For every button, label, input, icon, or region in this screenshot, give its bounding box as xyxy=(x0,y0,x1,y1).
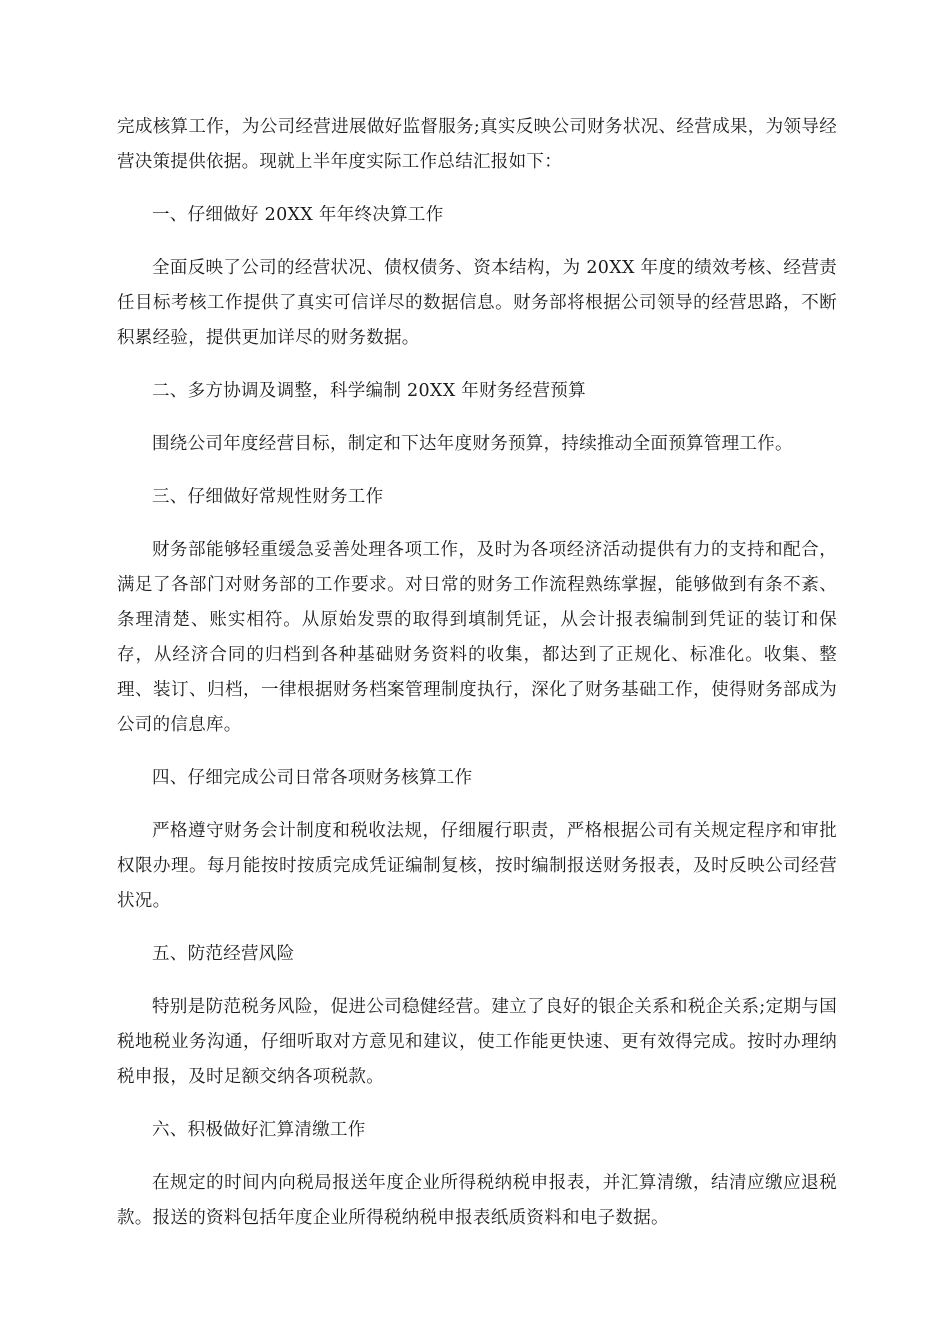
section-body-2: 围绕公司年度经营目标，制定和下达年度财务预算，持续推动全面预算管理工作。 xyxy=(152,434,793,454)
section-heading-6: 六、积极做好汇算清缴工作 xyxy=(152,1120,366,1140)
section-heading-3: 三、仔细做好常规性财务工作 xyxy=(152,487,384,507)
section-body-1: 全面反映了公司的经营状况、债权债务、资本结构，为 20XX 年度的绩效考核、经营责任目标考核工作提供了真实可信详尽的数据信息。财务部将根据公司领导的经营思路，不断积累经验，提供更加详尽的财务数据。 xyxy=(117,258,837,348)
section-body-5: 特别是防范税务风险，促进公司稳健经营。建立了良好的银企关系和税企关系;定期与国税地税业务沟通，仔细听取对方意见和建议，使工作能更快速、更有效得完成。按时办理纳税申报，及时足额交纳各项税款。 xyxy=(117,997,837,1087)
section-heading-1: 一、仔细做好 20XX 年年终决算工作 xyxy=(152,205,444,225)
intro-paragraph: 完成核算工作，为公司经营进展做好监督服务;真实反映公司财务状况、经营成果，为领导经营决策提供依据。现就上半年度实际工作总结汇报如下： xyxy=(117,117,837,172)
document-body xyxy=(117,110,837,1236)
section-heading-2: 二、多方协调及调整，科学编制 20XX 年财务经营预算 xyxy=(152,381,586,401)
section-heading-5: 五、防范经营风险 xyxy=(152,944,295,964)
section-heading-4: 四、仔细完成公司日常各项财务核算工作 xyxy=(152,768,473,788)
section-body-3: 财务部能够轻重缓急妥善处理各项工作，及时为各项经济活动提供有力的支持和配合，满足了各部门对财务部的工作要求。对日常的财务工作流程熟练掌握，能够做到有条不紊、条理清楚、账实相符。从原始发票的取得到填制凭证，从会计报表编制到凭证的装订和保存，从经济合同的归档到各种基础财务资料的收集，都达到了正规化、标准化。收集、整理、装订、归档，一律根据财务档案管理制度执行，深化了财务基础工作，使得财务部成为公司的信息库。 xyxy=(117,540,837,735)
section-body-6: 在规定的时间内向税局报送年度企业所得税纳税申报表，并汇算清缴，结清应缴应退税款。报送的资料包括年度企业所得税纳税申报表纸质资料和电子数据。 xyxy=(117,1173,837,1228)
section-body-4: 严格遵守财务会计制度和税收法规，仔细履行职责，严格根据公司有关规定程序和审批权限办理。每月能按时按质完成凭证编制复核，按时编制报送财务报表，及时反映公司经营状况。 xyxy=(117,821,837,911)
